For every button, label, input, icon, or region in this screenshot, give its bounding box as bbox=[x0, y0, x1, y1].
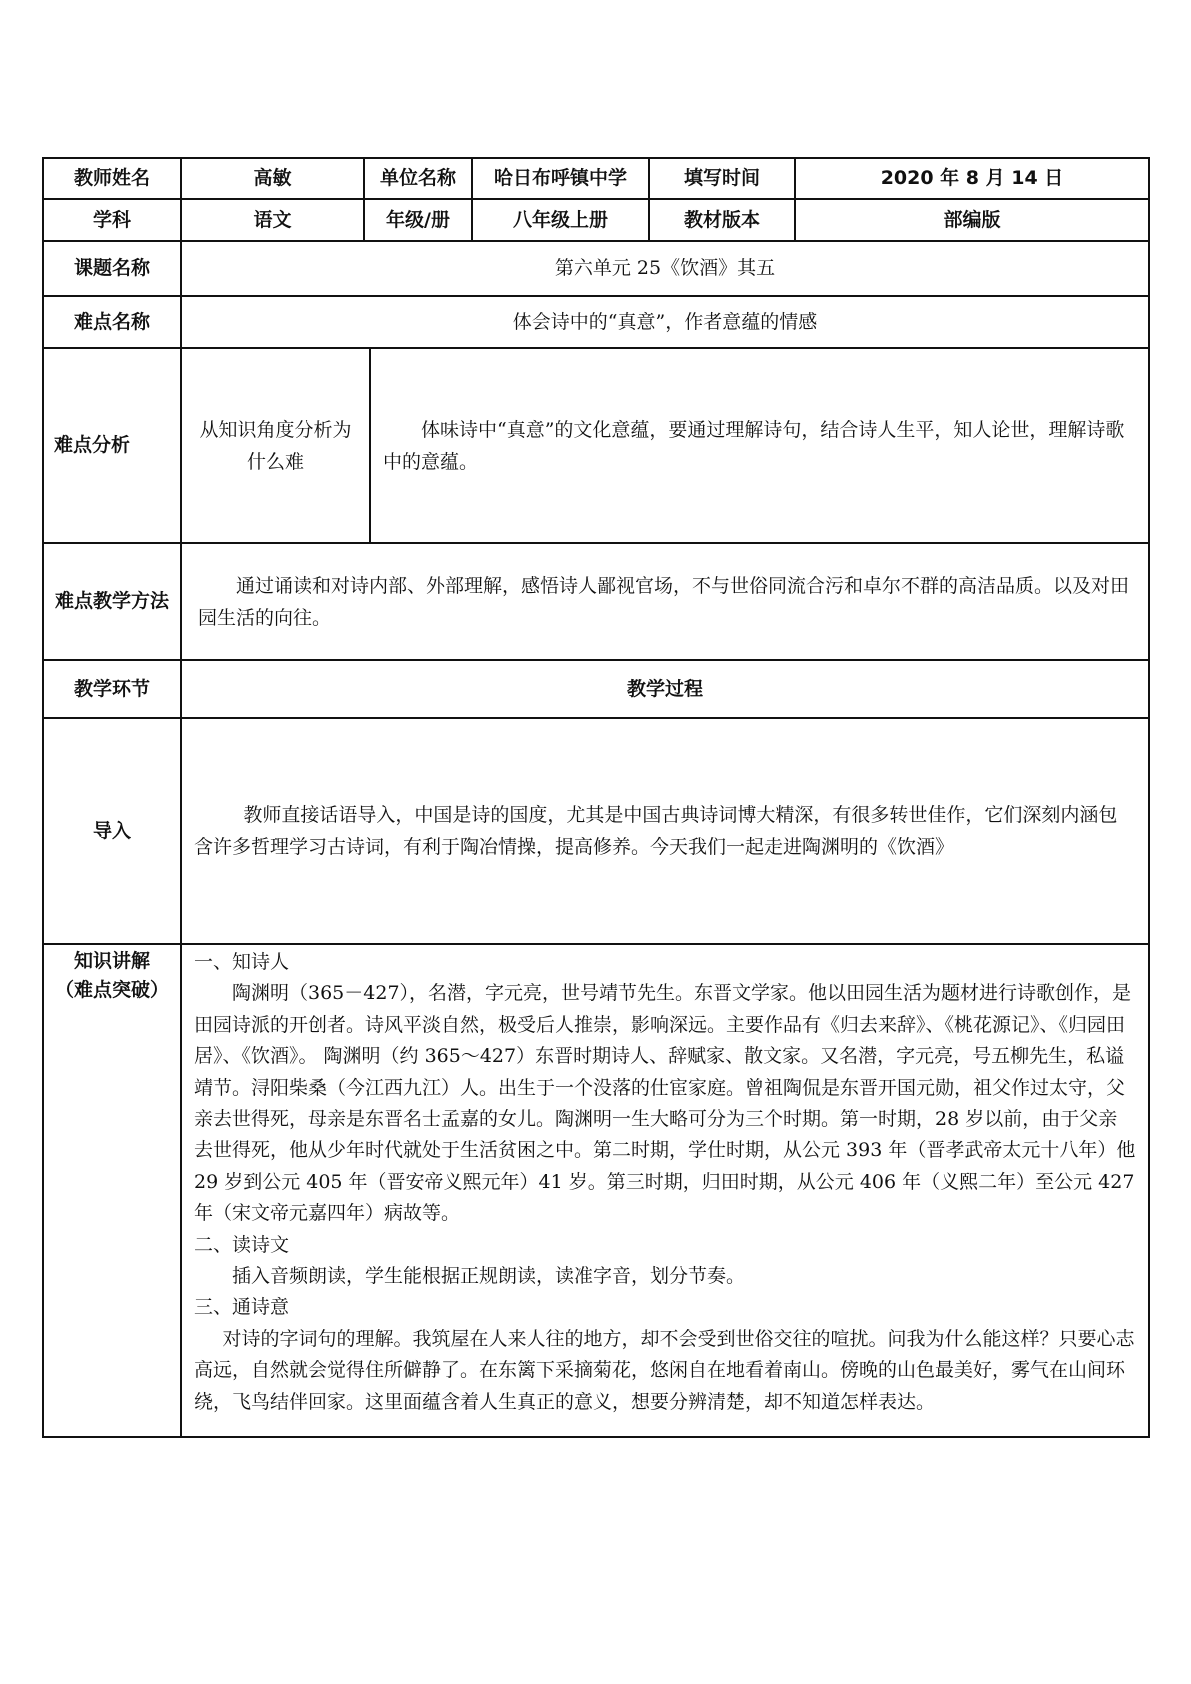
grade-label: 年级/册 bbox=[364, 199, 472, 241]
process-label: 教学环节 bbox=[43, 660, 181, 718]
knowledge-row bbox=[43, 944, 1149, 1437]
subject-label: 学科 bbox=[43, 199, 181, 241]
analysis-text: 体味诗中“真意”的文化意蕴，要通过理解诗句，结合诗人生平，知人论世，理解诗歌中的意蕴。 bbox=[383, 418, 1125, 473]
header-row-1 bbox=[43, 158, 1149, 199]
knowledge-paragraph-1: 陶渊明（365－427），名潜，字元亮，世号靖节先生。东晋文学家。他以田园生活为题材进行诗歌创作，是田园诗派的开创者。诗风平淡自然，极受后人推崇，影响深远。主要作品有《归去来辞》、《桃花源记》、《归园田居》、《饮酒》。 陶渊明（约 365～427）东晋时期诗人、辞赋家、散文家。又名潜，字元亮，号五柳先生，私谥靖节。浔阳柴桑（今江西九江）人。出生于一个没落的仕宦家庭。曾祖陶侃是东晋开国元勋，祖父作过太守，父亲去世得死，母亲是东晋名士孟嘉的女儿。陶渊明一生大略可分为三个时期。第一时期，28 岁以前，由于父亲去世得死，他从少年时代就处于生活贫困之中。第二时期，学仕时期，从公元 393 年（晋孝武帝太元十八年）他 29 岁到公元 405 年（晋安帝义熙元年）41 岁。第三时期，归田时期，从公元 406 年（义熙二年）至公元 427 年（宋文帝元嘉四年）病故等。 bbox=[194, 982, 1136, 1225]
knowledge-label bbox=[43, 944, 181, 1437]
intro-text: 教师直接话语导入，中国是诗的国度，尤其是中国古典诗词博大精深，有很多转世佳作，它们深刻内涵包含许多哲理学习古诗词，有利于陶冶情操，提高修养。今天我们一起走进陶渊明的《饮酒》 bbox=[194, 804, 1118, 858]
unit-value: 哈日布呼镇中学 bbox=[472, 158, 649, 199]
unit-label: 单位名称 bbox=[364, 158, 472, 199]
analysis-label: 难点分析 bbox=[43, 348, 181, 543]
knowledge-content bbox=[181, 944, 1149, 1437]
header-row-2 bbox=[43, 199, 1149, 241]
method-text: 通过诵读和对诗内部、外部理解，感悟诗人鄙视官场，不与世俗同流合污和卓尔不群的高洁品质。以及对田园生活的向往。 bbox=[181, 543, 1149, 660]
topic-row bbox=[43, 241, 1149, 296]
method-label: 难点教学方法 bbox=[43, 543, 181, 660]
difficulty-value: 体会诗中的“真意”，作者意蕴的情感 bbox=[181, 296, 1149, 348]
knowledge-heading-1: 一、知诗人 bbox=[194, 951, 290, 973]
process-header-row bbox=[43, 660, 1149, 718]
knowledge-paragraph-2: 插入音频朗读，学生能根据正规朗读，读准字音，划分节奏。 bbox=[232, 1265, 746, 1288]
difficulty-row bbox=[43, 296, 1149, 348]
knowledge-label-line1: 知识讲解 bbox=[73, 950, 150, 972]
teacher-value: 高敏 bbox=[181, 158, 364, 199]
subject-value: 语文 bbox=[181, 199, 364, 241]
topic-label: 课题名称 bbox=[43, 241, 181, 296]
intro-label: 导入 bbox=[43, 718, 181, 944]
knowledge-paragraph-3: 对诗的字词句的理解。我筑屋在人来人往的地方，却不会受到世俗交往的喧扰。问我为什么能这样？只要心志高远，自然就会觉得住所僻静了。在东篱下采摘菊花，悠闲自在地看着南山。傍晚的山色最美好，雾气在山间环绕，飞鸟结伴回家。这里面蕴含着人生真正的意义，想要分辨清楚，却不知道怎样表达。 bbox=[194, 1327, 1135, 1413]
edition-value: 部编版 bbox=[795, 199, 1149, 241]
knowledge-heading-3: 三、通诗意 bbox=[194, 1296, 290, 1319]
topic-value: 第六单元 25《饮酒》其五 bbox=[181, 241, 1149, 296]
process-value: 教学过程 bbox=[181, 660, 1149, 718]
analysis-sublabel: 从知识角度分析为什么难 bbox=[182, 349, 370, 542]
method-row bbox=[43, 543, 1149, 660]
knowledge-label-line2: （难点突破） bbox=[54, 979, 169, 1001]
time-label: 填写时间 bbox=[649, 158, 795, 199]
intro-row bbox=[43, 718, 1149, 944]
difficulty-label: 难点名称 bbox=[43, 296, 181, 348]
analysis-row bbox=[43, 348, 1149, 543]
time-value: 2020 年 8 月 14 日 bbox=[795, 158, 1149, 199]
lesson-plan-table bbox=[42, 157, 1150, 1438]
grade-value: 八年级上册 bbox=[472, 199, 649, 241]
teacher-label: 教师姓名 bbox=[43, 158, 181, 199]
lesson-plan-document bbox=[42, 157, 1148, 1438]
edition-label: 教材版本 bbox=[649, 199, 795, 241]
knowledge-heading-2: 二、读诗文 bbox=[194, 1233, 290, 1256]
